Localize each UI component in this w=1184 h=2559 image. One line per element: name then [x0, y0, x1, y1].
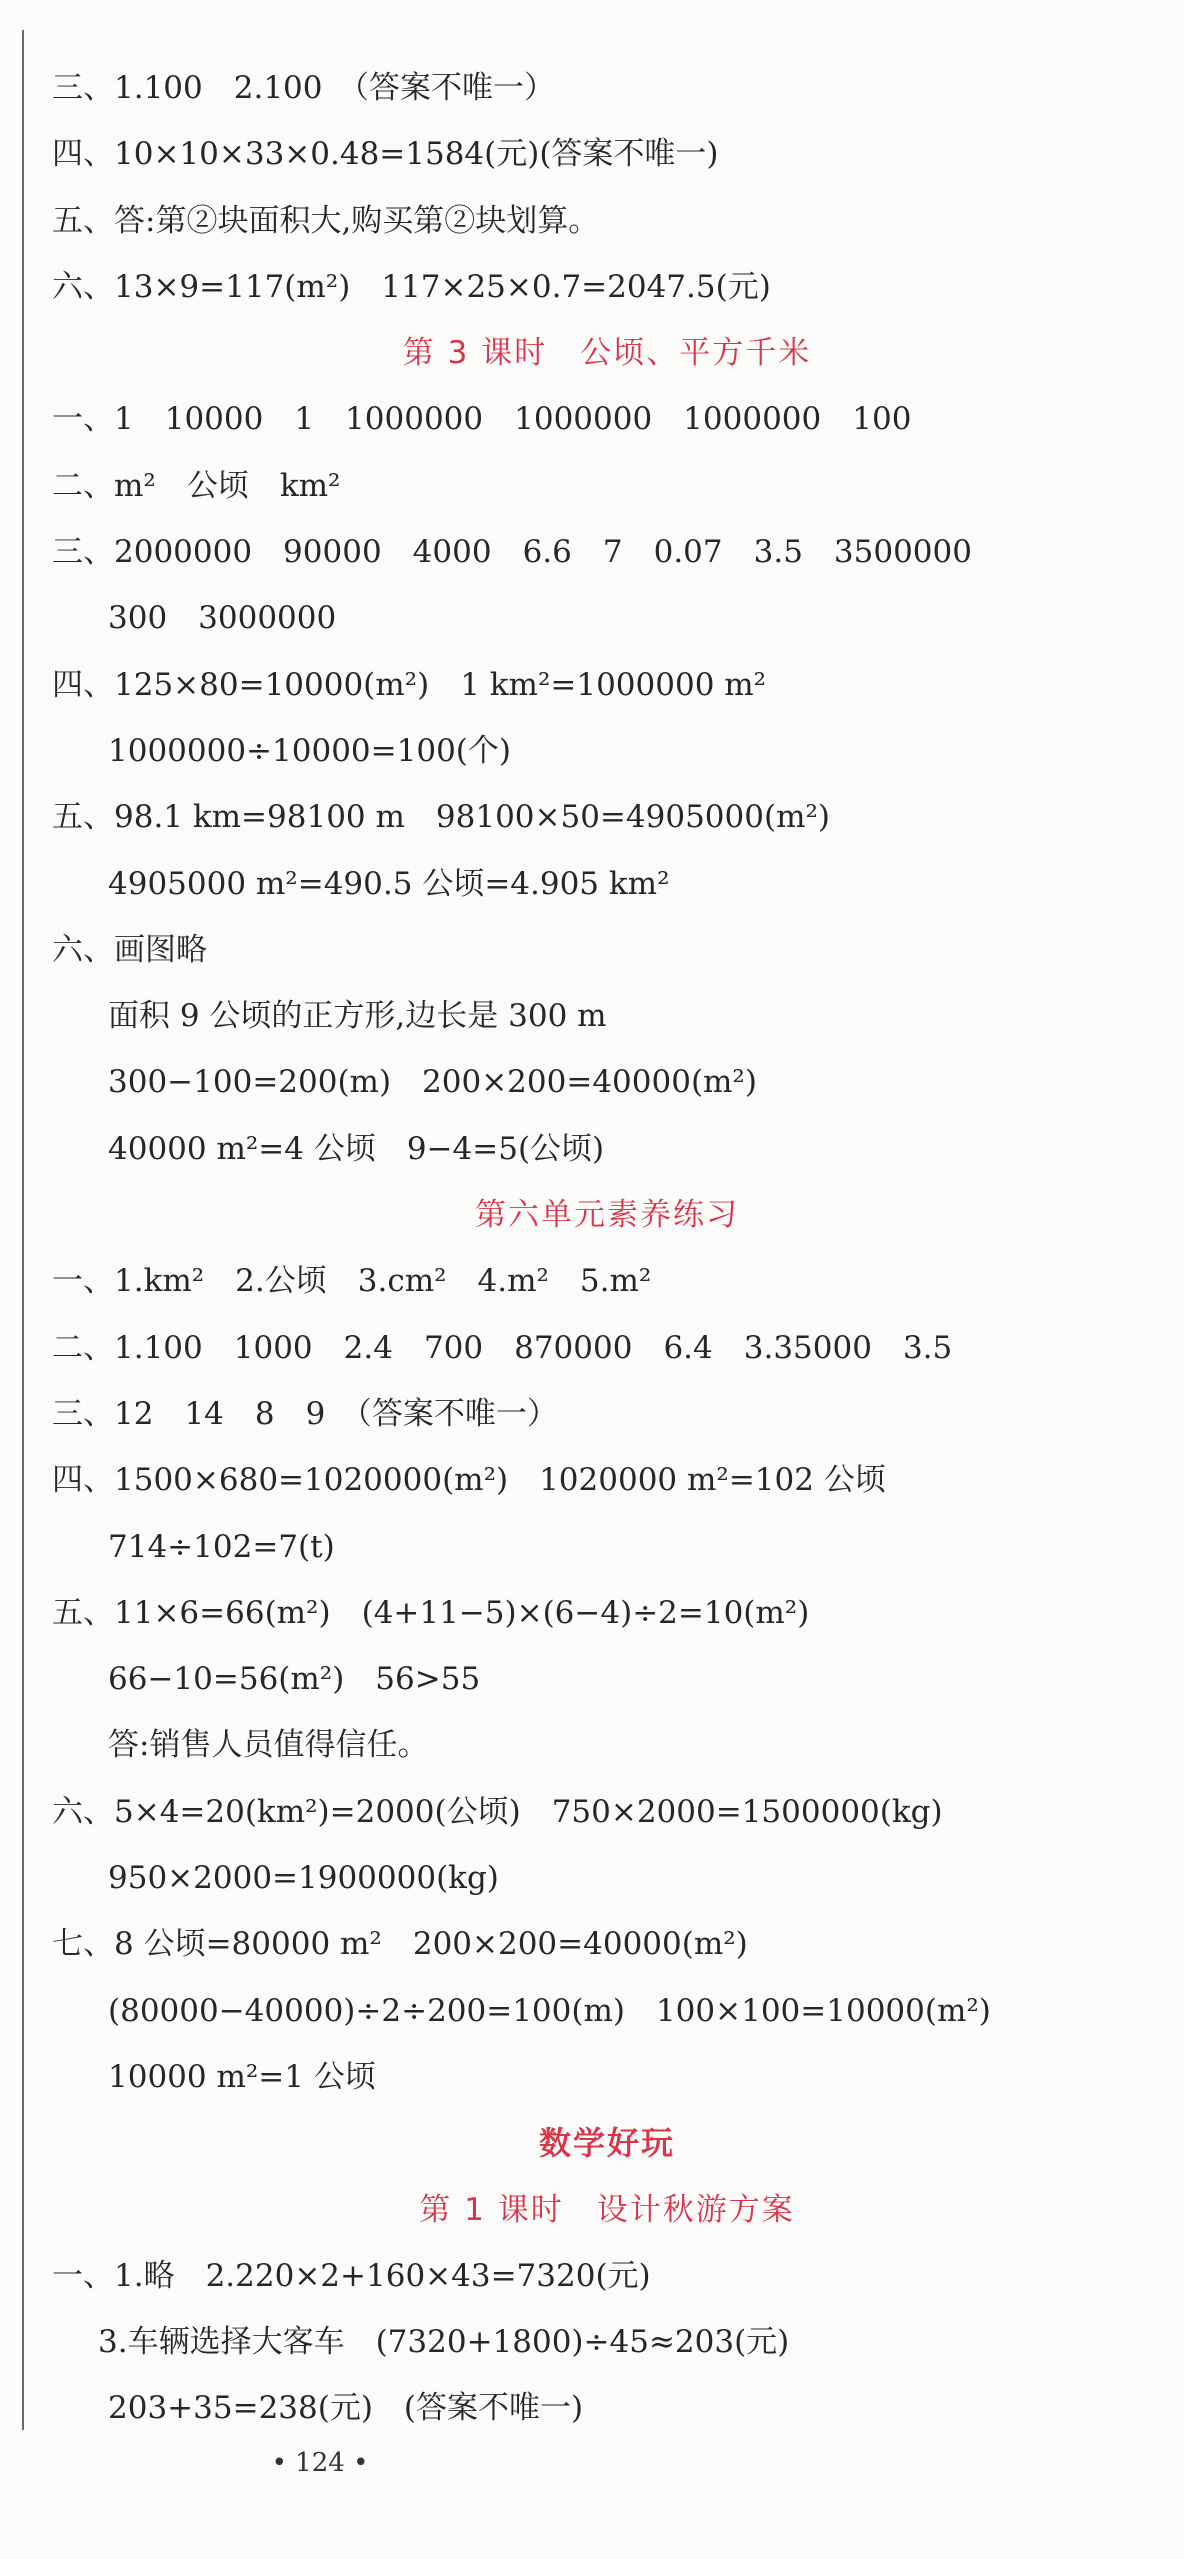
answer-content [52, 55, 1162, 2442]
answer-line: 六、5×4=20(km²)=2000(公顷) 750×2000=1500000(kg) [52, 1793, 943, 1830]
answer-line: 四、10×10×33×0.48=1584(元)(答案不唯一) [52, 136, 719, 173]
answer-line: 10000 m²=1 公顷 [108, 2058, 376, 2095]
answer-line: 四、1500×680=1020000(m²) 1020000 m²=102 公顷 [52, 1462, 886, 1499]
answer-line: 六、画图略 [52, 931, 207, 968]
section-heading: 第 3 课时 公顷、平方千米 [402, 335, 812, 372]
answer-line: 66−10=56(m²) 56>55 [108, 1661, 481, 1698]
unit-heading: 数学好玩 [538, 2124, 675, 2163]
section-heading: 第六单元素养练习 [475, 1197, 739, 1234]
page-number: • 124 • [271, 2448, 369, 2478]
section-heading: 第 1 课时 设计秋游方案 [419, 2191, 795, 2228]
answer-line: 一、1.km² 2.公顷 3.cm² 4.m² 5.m² [52, 1263, 652, 1300]
answer-line: 五、98.1 km=98100 m 98100×50=4905000(m²) [52, 799, 830, 836]
answer-line: 40000 m²=4 公顷 9−4=5(公顷) [108, 1130, 605, 1167]
answer-line: 四、125×80=10000(m²) 1 km²=1000000 m² [52, 666, 767, 703]
answer-line: 三、12 14 8 9 （答案不唯一） [52, 1395, 558, 1432]
answer-line: 203+35=238(元) (答案不唯一) [108, 2390, 584, 2427]
answer-line: 面积 9 公顷的正方形,边长是 300 m [108, 998, 607, 1035]
answer-line: (80000−40000)÷2÷200=100(m) 100×100=10000(m²) [108, 1992, 991, 2029]
answer-line: 五、11×6=66(m²) (4+11−5)×(6−4)÷2=10(m²) [52, 1594, 810, 1631]
margin-rule [22, 30, 24, 2430]
answer-line: 300−100=200(m) 200×200=40000(m²) [108, 1064, 757, 1101]
answer-line: 二、m² 公顷 km² [52, 467, 341, 504]
answer-line: 4905000 m²=490.5 公顷=4.905 km² [108, 865, 670, 902]
answer-line: 3.车辆选择大客车 (7320+1800)÷45≈203(元) [98, 2324, 790, 2361]
answer-line: 二、1.100 1000 2.4 700 870000 6.4 3.35000 3.5 [52, 1329, 953, 1366]
answer-line: 七、8 公顷=80000 m² 200×200=40000(m²) [52, 1926, 748, 1963]
answer-line: 一、1 10000 1 1000000 1000000 1000000 100 [52, 401, 912, 438]
answer-line: 950×2000=1900000(kg) [108, 1860, 499, 1897]
answer-line: 300 3000000 [108, 600, 337, 637]
answer-line: 1000000÷10000=100(个) [108, 732, 511, 769]
answer-line: 三、2000000 90000 4000 6.6 7 0.07 3.5 3500000 [52, 534, 972, 571]
answer-line: 一、1.略 2.220×2+160×43=7320(元) [52, 2257, 651, 2294]
answer-line: 714÷102=7(t) [108, 1528, 335, 1565]
answer-line: 五、答:第②块面积大,购买第②块划算。 [52, 202, 600, 239]
answer-line: 六、13×9=117(m²) 117×25×0.7=2047.5(元) [52, 268, 771, 305]
answer-line: 三、1.100 2.100 （答案不唯一） [52, 70, 555, 106]
answer-line: 答:销售人员值得信任。 [108, 1727, 429, 1764]
